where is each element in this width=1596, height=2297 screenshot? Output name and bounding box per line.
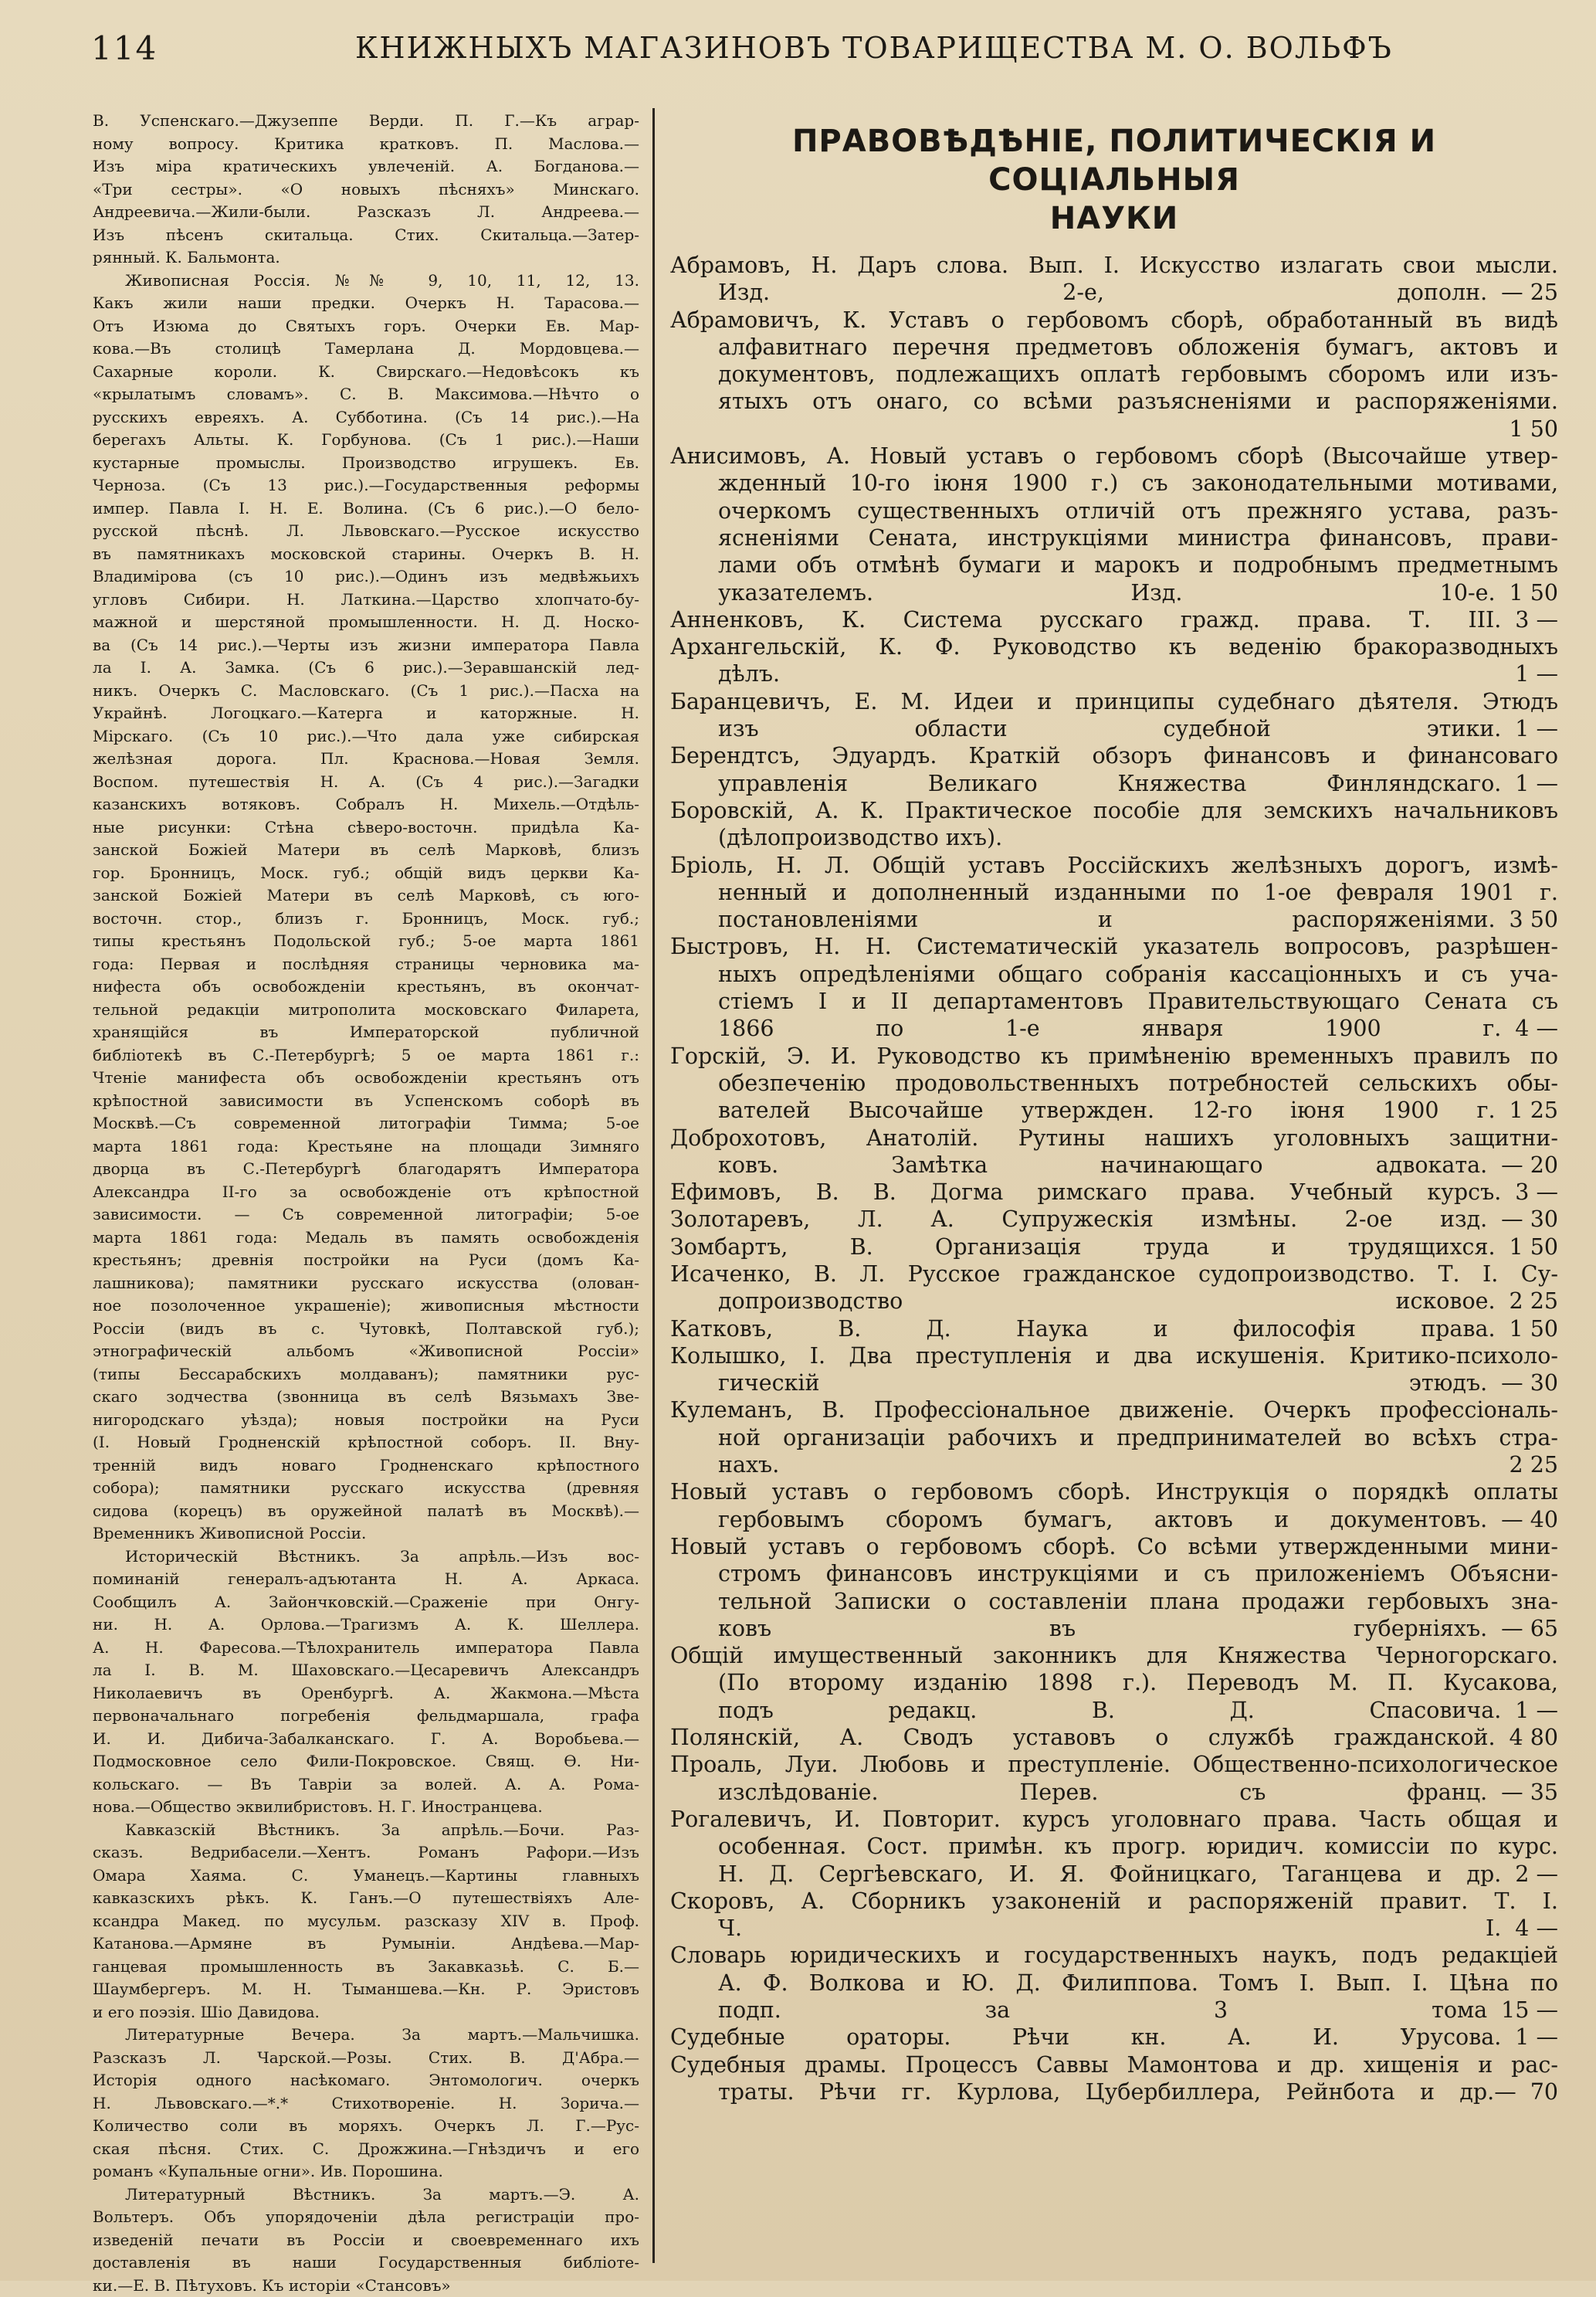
text-line: года: Первая и послѣдняя страницы черновика ма-: [93, 953, 639, 976]
entry-text: гическій этюдъ.: [718, 1369, 1501, 1396]
entry-text: Н. Д. Сергѣевскаго, И. Я. Фойницкаго, Таганцева и др.: [718, 1861, 1515, 1888]
catalog-entry-line: [670, 1233, 1558, 1260]
catalog-entry-line: стромъ финансовъ инструкціями и съ приложеніемъ Объясни-: [670, 1560, 1558, 1587]
price: 3 50: [1510, 906, 1558, 933]
text-line: марта 1861 года: Медаль въ память освобожденія: [93, 1227, 639, 1250]
text-line: Исторія одного насѣкомаго. Энтомологич. очеркъ: [93, 2069, 639, 2092]
text-line: кавказскихъ рѣкъ. К. Ганъ.—О путешествіяхъ Але-: [93, 1887, 639, 1910]
entry-text: гербовымъ сборомъ бумагъ, актовъ и документовъ.: [718, 1506, 1501, 1533]
catalog-entry-line: ясненіями Сената, инструкціями министра финансовъ, прави-: [670, 524, 1558, 551]
entry-text: траты. Рѣчи гг. Курлова, Цубербиллера, Рейнбота и др.—: [718, 2078, 1530, 2105]
catalog-entry-line: Абрамовъ, Н. Даръ слова. Вып. I. Искусство излагать свои мысли.: [670, 252, 1558, 279]
section-title-line: ПРАВОВѢДѢНІЕ, ПОЛИТИЧЕСКІЯ И СОЦІАЛЬНЫЯ: [670, 122, 1558, 199]
text-line: ки.—Е. В. Пѣтуховъ. Къ исторіи «Стансовъ»: [93, 2275, 639, 2297]
text-line: тельной редакціи митрополита московскаго Филарета,: [93, 999, 639, 1022]
text-line: И. И. Дибича-Забалканскаго. Г. А. Воробьева.—: [93, 1728, 639, 1751]
text-line: Разсказъ Л. Чарской.—Розы. Стих. В. Д'Абра.—: [93, 2047, 639, 2070]
text-line: ксандра Макед. по мусульм. разсказу XIV в. Проф.: [93, 1910, 639, 1933]
price: 4 —: [1515, 1915, 1558, 1942]
catalog-entry-line: Рогалевичъ, И. Повторит. курсъ уголовнаго права. Часть общая и: [670, 1806, 1558, 1833]
text-line: кова.—Въ столицѣ Тамерлана Д. Мордовцева.—: [93, 338, 639, 361]
catalog-entry-line: [670, 1152, 1558, 1179]
entry-text: вателей Высочайше утвержден. 12-го іюня 1900 г.: [718, 1097, 1510, 1124]
text-line: ская пѣсня. Стих. С. Дрожжина.—Гнѣздичъ и его: [93, 2138, 639, 2161]
entry-text: постановленіями и распоряженіями.: [718, 906, 1510, 933]
catalog-entry-line: алфавитнаго перечня предметовъ обложенія бумагъ, актовъ и: [670, 334, 1558, 361]
catalog-entry-line: Проаль, Луи. Любовь и преступленіе. Общественно-психологическое: [670, 1751, 1558, 1778]
entry-text: 1866 по 1-е января 1900 г.: [718, 1015, 1515, 1042]
text-line: ное позолоченное украшеніе); живописныя мѣстности: [93, 1294, 639, 1318]
text-line: изведеній печати въ Россіи и своевременнаго ихъ: [93, 2229, 639, 2252]
entry-text: ковъ въ губерніяхъ.: [718, 1615, 1501, 1642]
text-line: ни. Н. А. Орлова.—Трагизмъ А. К. Шеллера.: [93, 1613, 639, 1637]
text-line: Сахарные короли. К. Свирскаго.—Недовѣсокъ къ: [93, 361, 639, 384]
entry-text: подп. за 3 тома: [718, 1997, 1501, 2024]
text-line: ла I. В. М. Шаховскаго.—Цесаревичъ Александръ: [93, 1659, 639, 1682]
text-line: Изъ міра кратическихъ увлеченій. А. Богданова.—: [93, 155, 639, 178]
entry-text: изъ области судебной этики.: [718, 715, 1515, 742]
text-line: А. Н. Фаресова.—Тѣлохранитель императора Павла: [93, 1637, 639, 1660]
catalog-entry-line: ятыхъ отъ онаго, со всѣми разъясненіями и распоряженіями.: [670, 388, 1558, 415]
catalog-entry-line: [670, 1097, 1558, 1124]
catalog-entry-line: Боровскій, А. К. Практическое пособіе для земскихъ начальниковъ: [670, 797, 1558, 824]
catalog-entry-line: [670, 2078, 1558, 2105]
text-line: казанскихъ вотяковъ. Собралъ Н. Михель.—Отдѣль-: [93, 793, 639, 816]
catalog-entry-line: Анисимовъ, А. Новый уставъ о гербовомъ сборѣ (Высочайше утвер-: [670, 443, 1558, 470]
running-title: КНИЖНЫХЪ МАГАЗИНОВЪ ТОВАРИЩЕСТВА М. О. ВОЛЬФЪ: [355, 31, 1351, 65]
catalog-entry-line: документовъ, подлежащихъ оплатѣ гербовымъ сборомъ или изъ-: [670, 361, 1558, 388]
price: 1 —: [1515, 715, 1558, 742]
price: 15 —: [1501, 1997, 1558, 2024]
entry-text: Полянскій, А. Сводъ уставовъ о службѣ гражданской.: [670, 1724, 1510, 1751]
text-line: Отъ Изюма до Святыхъ горъ. Очерки Ев. Мар-: [93, 315, 639, 338]
text-line: зависимости. — Съ современной литографіи; 5-ое: [93, 1203, 639, 1227]
periodical-heading-line: Литературные Вечера. За мартъ.—Мальчишка.: [93, 2024, 639, 2047]
price: 4 80: [1510, 1724, 1558, 1751]
price: 2 25: [1510, 1288, 1558, 1315]
left-column: [93, 110, 639, 2265]
price: 1 —: [1515, 770, 1558, 797]
entry-text: дѣлъ.: [718, 660, 1515, 687]
text-line: ганцевая промышленность въ Закавказьѣ. С. Б.—: [93, 1956, 639, 1979]
catalog-entry-line: [670, 1179, 1558, 1206]
text-line: марта 1861 года: Крестьяне на площади Зимняго: [93, 1135, 639, 1159]
price: 3 —: [1515, 606, 1558, 633]
text-line: кольскаго. — Въ Тавріи за волей. А. А. Рома-: [93, 1773, 639, 1797]
text-line: Сообщилъ А. Зайончковскій.—Сраженіе при Онгу-: [93, 1591, 639, 1614]
running-head: [0, 22, 1596, 76]
catalog-entry-line: Исаченко, В. Л. Русское гражданское судопроизводство. Т. I. Су-: [670, 1260, 1558, 1288]
text-line: этнографическій альбомъ «Живописной Россіи»: [93, 1340, 639, 1363]
catalog-entry-line: обезпеченію продовольственныхъ потребностей сельскихъ обы-: [670, 1070, 1558, 1097]
catalog-entry-line: ныхъ опредѣленіями общаго собранія кассаціонныхъ и съ уча-: [670, 961, 1558, 988]
text-line: Воспом. путешествія Н. А. (Съ 4 рис.).—Загадки: [93, 771, 639, 794]
text-line: Россіи (видъ въ с. Чутовкѣ, Полтавской губ.);: [93, 1318, 639, 1341]
periodical-heading-line: Историческій Вѣстникъ. За апрѣль.—Изъ вос-: [93, 1545, 639, 1569]
catalog-entries: [670, 252, 1558, 2105]
catalog-entry-line: [670, 906, 1558, 933]
catalog-entry-line: [670, 660, 1558, 687]
text-line: сидова (корецъ) въ оружейной палатѣ въ Москвѣ).—: [93, 1500, 639, 1523]
text-line: Какъ жили наши предки. Очеркъ Н. Тарасова.—: [93, 292, 639, 315]
catalog-entry-line: Баранцевичъ, Е. М. Идеи и принципы судебнаго дѣятеля. Этюдъ: [670, 688, 1558, 715]
price: 1 50: [670, 416, 1558, 443]
price: — 25: [1501, 279, 1558, 306]
price: — 30: [1501, 1369, 1558, 1396]
text-line: угловъ Сибири. Н. Латкина.—Царство хлопчато-бу-: [93, 589, 639, 612]
catalog-entry-line: Общій имущественный законникъ для Княжества Черногорскаго.: [670, 1642, 1558, 1669]
text-line: хранящійся въ Императорской публичной: [93, 1021, 639, 1044]
catalog-entry-line: тельной Записки о составленіи плана продажи гербовыхъ зна-: [670, 1588, 1558, 1615]
right-column: [670, 110, 1558, 2265]
price: 1 25: [1510, 1097, 1558, 1124]
entry-text: Судебные ораторы. Рѣчи кн. А. И. Урусова.: [670, 2024, 1515, 2051]
text-line: тренній видъ новаго Гродненскаго крѣпостного: [93, 1454, 639, 1478]
section-title-line: НАУКИ: [670, 199, 1558, 238]
entry-text: ковъ. Замѣтка начинающаго адвоката.: [718, 1152, 1501, 1179]
text-line: «крылатымъ словамъ». С. В. Максимова.—Нѣчто о: [93, 383, 639, 406]
text-line: доставленія въ наши Государственныя библіоте-: [93, 2251, 639, 2275]
text-line: желѣзная дорога. Пл. Краснова.—Новая Земля.: [93, 748, 639, 771]
catalog-entry-line: (дѣлопроизводство ихъ).: [670, 824, 1558, 851]
entry-text: Золотаревъ, Л. А. Супружескія измѣны. 2-ое изд.: [670, 1206, 1501, 1233]
text-line: занской Божіей Матери въ селѣ Марковѣ, близъ: [93, 839, 639, 862]
price: 1 50: [1510, 1233, 1558, 1260]
text-line: Катанова.—Армяне въ Румыніи. Андѣева.—Мар-: [93, 1932, 639, 1956]
text-line: импер. Павла I. Н. Е. Волина. (Съ 6 рис.).—О бело-: [93, 497, 639, 521]
text-line: первоначальнаго погребенія фельдмаршала, графа: [93, 1705, 639, 1728]
entry-text: подъ редакц. В. Д. Спасовича.: [718, 1697, 1515, 1724]
price: 2 —: [1515, 1861, 1558, 1888]
catalog-entry-line: [670, 1015, 1558, 1042]
catalog-entry-line: [670, 579, 1558, 606]
text-line: въ памятникахъ московской старины. Очеркъ В. Н.: [93, 543, 639, 566]
catalog-entry-line: [670, 606, 1558, 633]
text-line: Николаевичъ въ Оренбургѣ. А. Жакмона.—Мѣста: [93, 1682, 639, 1705]
catalog-entry-line: [670, 1997, 1558, 2024]
catalog-entry-line: [670, 1697, 1558, 1724]
price: — 35: [1501, 1779, 1558, 1806]
column-divider: [652, 108, 655, 2263]
text-line: ва (Съ 14 рис.).—Черты изъ жизни императора Павла: [93, 634, 639, 657]
price: — 20: [1501, 1152, 1558, 1179]
text-line: Чтеніе манифеста объ освобожденіи крестьянъ отъ: [93, 1067, 639, 1090]
text-line: Мірскаго. (Съ 10 рис.).—Что дала уже сибирская: [93, 725, 639, 748]
price: — 40: [1501, 1506, 1558, 1533]
catalog-entry-line: Архангельскій, К. Ф. Руководство къ веденію бракоразводныхъ: [670, 633, 1558, 660]
price: 1 50: [1510, 1315, 1558, 1342]
price: 1 —: [1515, 2024, 1558, 2051]
text-line: Украйнѣ. Логоцкаго.—Катерга и каторжные. Н.: [93, 702, 639, 725]
periodical-heading-line: Живописная Россія. №№ 9, 10, 11, 12, 13.: [93, 270, 639, 293]
entry-text: Зомбартъ, В. Организація труда и трудящихся.: [670, 1233, 1510, 1260]
price: 3 —: [1515, 1179, 1558, 1206]
periodical-heading-line: Кавказскій Вѣстникъ. За апрѣль.—Бочи. Раз-: [93, 1819, 639, 1842]
text-line: Омара Хаяма. С. Уманецъ.—Картины главныхъ: [93, 1864, 639, 1888]
price: 70: [1530, 2078, 1558, 2105]
text-line: нифеста объ освобожденіи крестьянъ, въ окончат-: [93, 975, 639, 999]
text-line: рянный. К. Бальмонта.: [93, 246, 639, 270]
text-line: собора); памятники русскаго искусства (древняя: [93, 1477, 639, 1500]
entry-text: Ефимовъ, В. В. Догма римскаго права. Учебный курсъ.: [670, 1179, 1515, 1206]
text-line: ла I. А. Замка. (Съ 6 рис.).—Зеравшанскій лед-: [93, 657, 639, 680]
catalog-entry-line: Быстровъ, Н. Н. Систематическій указатель вопросовъ, разрѣшен-: [670, 933, 1558, 960]
catalog-entry-line: Колышко, I. Два преступленія и два искушенія. Критико-психоло-: [670, 1342, 1558, 1369]
catalog-entry-line: [670, 1315, 1558, 1342]
catalog-entry-line: Горскій, Э. И. Руководство къ примѣненію временныхъ правилъ по: [670, 1043, 1558, 1070]
text-line: крестьянъ; древнія постройки на Руси (домъ Ка-: [93, 1249, 639, 1272]
catalog-entry-line: Новый уставъ о гербовомъ сборѣ. Инструкція о порядкѣ оплаты: [670, 1478, 1558, 1505]
text-line: крѣпостной зависимости въ Успенскомъ соборѣ въ: [93, 1090, 639, 1113]
catalog-entry-line: [670, 715, 1558, 742]
text-line: нигородскаго уѣзда); новыя постройки на Руси: [93, 1409, 639, 1432]
catalog-entry-line: [670, 1724, 1558, 1751]
text-line: восточн. стор., близъ г. Бронницъ, Моск. губ.;: [93, 908, 639, 931]
text-line: кустарные промыслы. Производство игрушекъ. Ев.: [93, 452, 639, 475]
text-line: В. Успенскаго.—Джузеппе Верди. П. Г.—Къ аграр-: [93, 110, 639, 133]
text-line: нова.—Общество эквилибристовъ. Н. Г. Иностранцева.: [93, 1796, 639, 1819]
catalog-entry-line: [670, 770, 1558, 797]
text-line: ные рисунки: Стѣна сѣверо-восточн. придѣла Ка-: [93, 816, 639, 840]
catalog-entry-line: стіемъ I и II департаментовъ Правительствующаго Сената съ: [670, 988, 1558, 1015]
catalog-entry-line: [670, 1288, 1558, 1315]
price: 4 —: [1515, 1015, 1558, 1042]
entry-text: управленія Великаго Княжества Финляндскаго.: [718, 770, 1515, 797]
price: 1 —: [1515, 1697, 1558, 1724]
text-line: «Три сестры». «О новыхъ пѣсняхъ» Минскаго.: [93, 178, 639, 202]
entry-text: Изд. 2-е, дополн.: [718, 279, 1501, 306]
text-line: типы крестьянъ Подольской губ.; 5-ое марта 1861: [93, 930, 639, 953]
price: 1 —: [1515, 660, 1558, 687]
text-line: ному вопросу. Критика кратковъ. П. Маслова.—: [93, 133, 639, 156]
price: 2 25: [1510, 1451, 1558, 1478]
catalog-entry-line: ной организаціи рабочихъ и предпринимателей во всѣхъ стра-: [670, 1424, 1558, 1451]
text-line: Москвѣ.—Съ современной литографіи Тимма; 5-ое: [93, 1112, 639, 1135]
text-line: Подмосковное село Фили-Покровское. Свящ. Ѳ. Ни-: [93, 1750, 639, 1773]
text-line: Владимірова (съ 10 рис.).—Одинъ изъ медвѣжьихъ: [93, 565, 639, 589]
text-line: лашникова); памятники русскаго искусства (олован-: [93, 1272, 639, 1295]
entry-text: Катковъ, В. Д. Наука и философія права.: [670, 1315, 1510, 1342]
text-line: и его поэзія. Шіо Давидова.: [93, 2001, 639, 2024]
text-line: Шаумбергеръ. М. Н. Тыманшева.—Кн. Р. Эристовъ: [93, 1978, 639, 2001]
catalog-entry-line: Скоровъ, А. Сборникъ узаконеній и распоряженій правит. Т. I.: [670, 1888, 1558, 1915]
text-line: (I. Новый Гродненскій крѣпостной соборъ. II. Вну-: [93, 1431, 639, 1454]
catalog-entry-line: Кулеманъ, В. Профессіональное движеніе. Очеркъ профессіональ-: [670, 1396, 1558, 1423]
catalog-entry-line: [670, 2024, 1558, 2051]
catalog-entry-line: [670, 1915, 1558, 1942]
text-line: берегахъ Альты. К. Горбунова. (Съ 1 рис.).—Наши: [93, 429, 639, 452]
catalog-entry-line: Словарь юридическихъ и государственныхъ наукъ, подъ редакціей: [670, 1942, 1558, 1969]
entry-text: указателемъ. Изд. 10-е.: [718, 579, 1510, 606]
text-line: Александра II-го за освобожденіе отъ крѣпостной: [93, 1181, 639, 1204]
catalog-entry-line: Новый уставъ о гербовомъ сборѣ. Со всѣми утвержденными мини-: [670, 1533, 1558, 1560]
section-title: [670, 122, 1558, 238]
price: — 65: [1501, 1615, 1558, 1642]
text-line: никъ. Очеркъ С. Масловскаго. (Съ 1 рис.).—Пасха на: [93, 680, 639, 703]
text-line: дворца въ С.-Петербургѣ благодарятъ Императора: [93, 1158, 639, 1181]
catalog-entry-line: очеркомъ существенныхъ отличій отъ прежняго устава, разъ-: [670, 497, 1558, 524]
entry-text: Ч. I.: [718, 1915, 1515, 1942]
entry-text: Анненковъ, К. Система русскаго гражд. права. Т. III.: [670, 606, 1515, 633]
text-line: библіотекѣ въ С.-Петербургѣ; 5 ое марта 1861 г.:: [93, 1044, 639, 1067]
catalog-entry-line: особенная. Сост. примѣн. къ прогр. юридич. комиссіи по курс.: [670, 1833, 1558, 1860]
catalog-entry-line: А. Ф. Волкова и Ю. Д. Филиппова. Томъ I. Вып. I. Цѣна по: [670, 1970, 1558, 1997]
price: — 30: [1501, 1206, 1558, 1233]
page-number: 114: [91, 29, 158, 67]
catalog-entry-line: жденный 10-го іюня 1900 г.) съ законодательными мотивами,: [670, 470, 1558, 497]
catalog-entry-line: [670, 1779, 1558, 1806]
text-line: Количество соли въ моряхъ. Очеркъ Л. Г.—Рус-: [93, 2115, 639, 2138]
catalog-entry-line: [670, 279, 1558, 306]
catalog-entry-line: [670, 1451, 1558, 1478]
catalog-entry-line: Судебныя драмы. Процессъ Саввы Мамонтова и др. хищенія и рас-: [670, 2051, 1558, 2078]
text-line: гор. Бронницъ, Моск. губ.; общій видъ церкви Ка-: [93, 862, 639, 885]
catalog-entry-line: [670, 1506, 1558, 1533]
catalog-entry-line: (По второму изданію 1898 г.). Переводъ М. П. Кусакова,: [670, 1669, 1558, 1696]
text-line: романъ «Купальные огни». Ив. Порошина.: [93, 2160, 639, 2183]
text-line: Н. Львовскаго.—*.* Стихотвореніе. Н. Зорича.—: [93, 2092, 639, 2115]
catalog-entry-line: [670, 1615, 1558, 1642]
text-line: мажной и шерстяной промышленности. Н. Д. Носко-: [93, 611, 639, 634]
catalog-entry-line: Абрамовичъ, К. Уставъ о гербовомъ сборѣ, обработанный въ видѣ: [670, 307, 1558, 334]
entry-text: изслѣдованіе. Перев. съ франц.: [718, 1779, 1501, 1806]
text-line: русской пѣснѣ. Л. Львовскаго.—Русское искусство: [93, 520, 639, 543]
text-line: скаго зодчества (звонница въ селѣ Вязьмахъ Зве-: [93, 1386, 639, 1409]
text-line: поминаній генералъ-адъютанта Н. А. Аркаса.: [93, 1568, 639, 1591]
catalog-entry-line: Бріоль, Н. Л. Общій уставъ Россійскихъ желѣзныхъ дорогъ, измѣ-: [670, 852, 1558, 879]
catalog-entry-line: ненный и дополненный изданными по 1-ое февраля 1901 г.: [670, 879, 1558, 906]
entry-text: допроизводство исковое.: [718, 1288, 1510, 1315]
text-line: Временникъ Живописной Россіи.: [93, 1522, 639, 1545]
catalog-entry-line: [670, 1861, 1558, 1888]
text-line: русскихъ евреяхъ. А. Субботина. (Съ 14 рис.).—На: [93, 406, 639, 429]
entry-text: нахъ.: [718, 1451, 1510, 1478]
text-line: Андреевича.—Жили-были. Разсказъ Л. Андреева.—: [93, 201, 639, 224]
text-line: сказъ. Ведрибасели.—Хентъ. Романъ Рафори.—Изъ: [93, 1841, 639, 1864]
catalog-entry-line: Берендтсъ, Эдуардъ. Краткій обзоръ финансовъ и финансоваго: [670, 742, 1558, 769]
catalog-entry-line: [670, 1369, 1558, 1396]
catalog-entry-line: Доброхотовъ, Анатолій. Рутины нашихъ уголовныхъ защитни-: [670, 1125, 1558, 1152]
text-line: Изъ пѣсенъ скитальца. Стих. Скитальца.—Затер-: [93, 224, 639, 247]
price: 1 50: [1510, 579, 1558, 606]
catalog-entry-line: лами объ отмѣнѣ бумаги и марокъ и подробнымъ предметнымъ: [670, 551, 1558, 578]
periodical-heading-line: Литературный Вѣстникъ. За мартъ.—Э. А.: [93, 2183, 639, 2207]
catalog-entry-line: [670, 1206, 1558, 1233]
text-line: (типы Бессарабскихъ молдаванъ); памятники рус-: [93, 1363, 639, 1386]
text-line: Вольтеръ. Объ упорядоченіи дѣла регистраціи про-: [93, 2206, 639, 2229]
text-line: занской Божіей Матери въ селѣ Марковѣ, съ юго-: [93, 884, 639, 908]
text-line: Черноза. (Съ 13 рис.).—Государственныя реформы: [93, 474, 639, 497]
